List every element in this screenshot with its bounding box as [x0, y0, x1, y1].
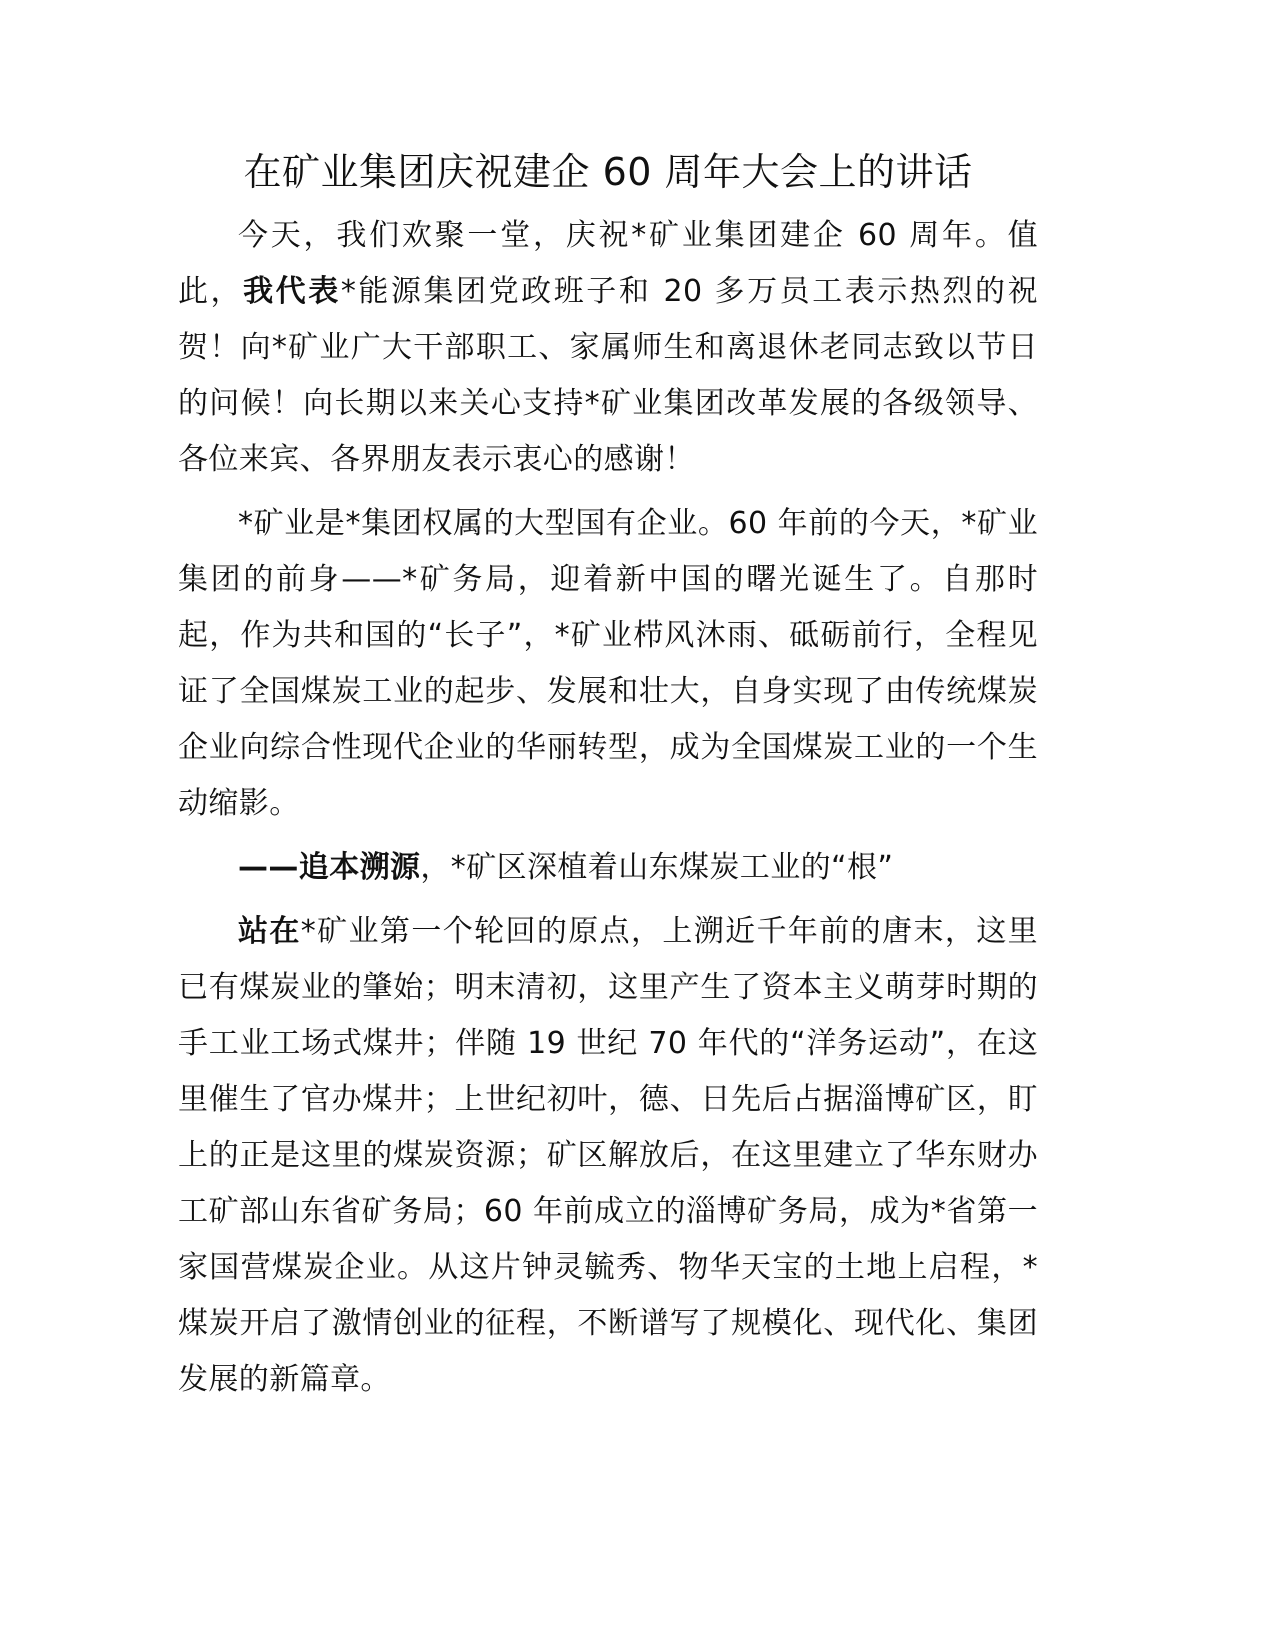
paragraph-origins-bold: 站在: [238, 914, 301, 949]
paragraph-greeting: [178, 208, 1038, 488]
paragraph-history: *矿业是*集团权属的大型国有企业。60 年前的今天，*矿业集团的前身——*矿务局，迎着新中国的曙光诞生了。自那时起，作为共和国的“长子”，*矿业栉风沐雨、砥砺前行，全程见证了全国煤炭工业的起步、发展和壮大，自身实现了由传统煤炭企业向综合性现代企业的华丽转型，成为全国煤炭工业的一个生动缩影。: [178, 506, 1038, 821]
section-heading: [178, 840, 1038, 896]
paragraph-greeting-rest: *能源集团党政班子和 20 多万员工表示热烈的祝贺！向*矿业广大干部职工、家属师生和离退休老同志致以节日的问候！向长期以来关心支持*矿业集团改革发展的各级领导、各位来宾、各界朋友表示衷心的感谢！: [178, 274, 1038, 477]
paragraph-greeting-lead: 今天，我们欢聚一堂，庆祝*矿业集团建企 60 周年。值此，: [178, 218, 1038, 309]
paragraph-origins-rest: *矿业第一个轮回的原点，上溯近千年前的唐末，这里已有煤炭业的肇始；明末清初，这里产生了资本主义萌芽时期的手工业工场式煤井；伴随 19 世纪 70 年代的“洋务运动”，在这里催生了官办煤井；上世纪初叶，德、日先后占据淄博矿区，盯上的正是这里的煤炭资源；矿区解放后，在这里建立了华东财办工矿部山东省矿务局；60 年前成立的淄博矿务局，成为*省第一家国营煤炭企业。从这片钟灵毓秀、物华天宝的土地上启程，*煤炭开启了激情创业的征程，不断谱写了规模化、现代化、集团发展的新篇章。: [178, 914, 1038, 1397]
section-heading-bold: ——追本溯源: [238, 850, 421, 885]
document-page: [178, 140, 1038, 1416]
paragraph-origins: [178, 904, 1038, 1408]
paragraph-greeting-bold: 我代表: [243, 274, 341, 309]
document-title: 在矿业集团庆祝建企 60 周年大会上的讲话: [243, 150, 973, 194]
section-heading-rest: ，*矿区深植着山东煤炭工业的“根”: [420, 850, 894, 885]
